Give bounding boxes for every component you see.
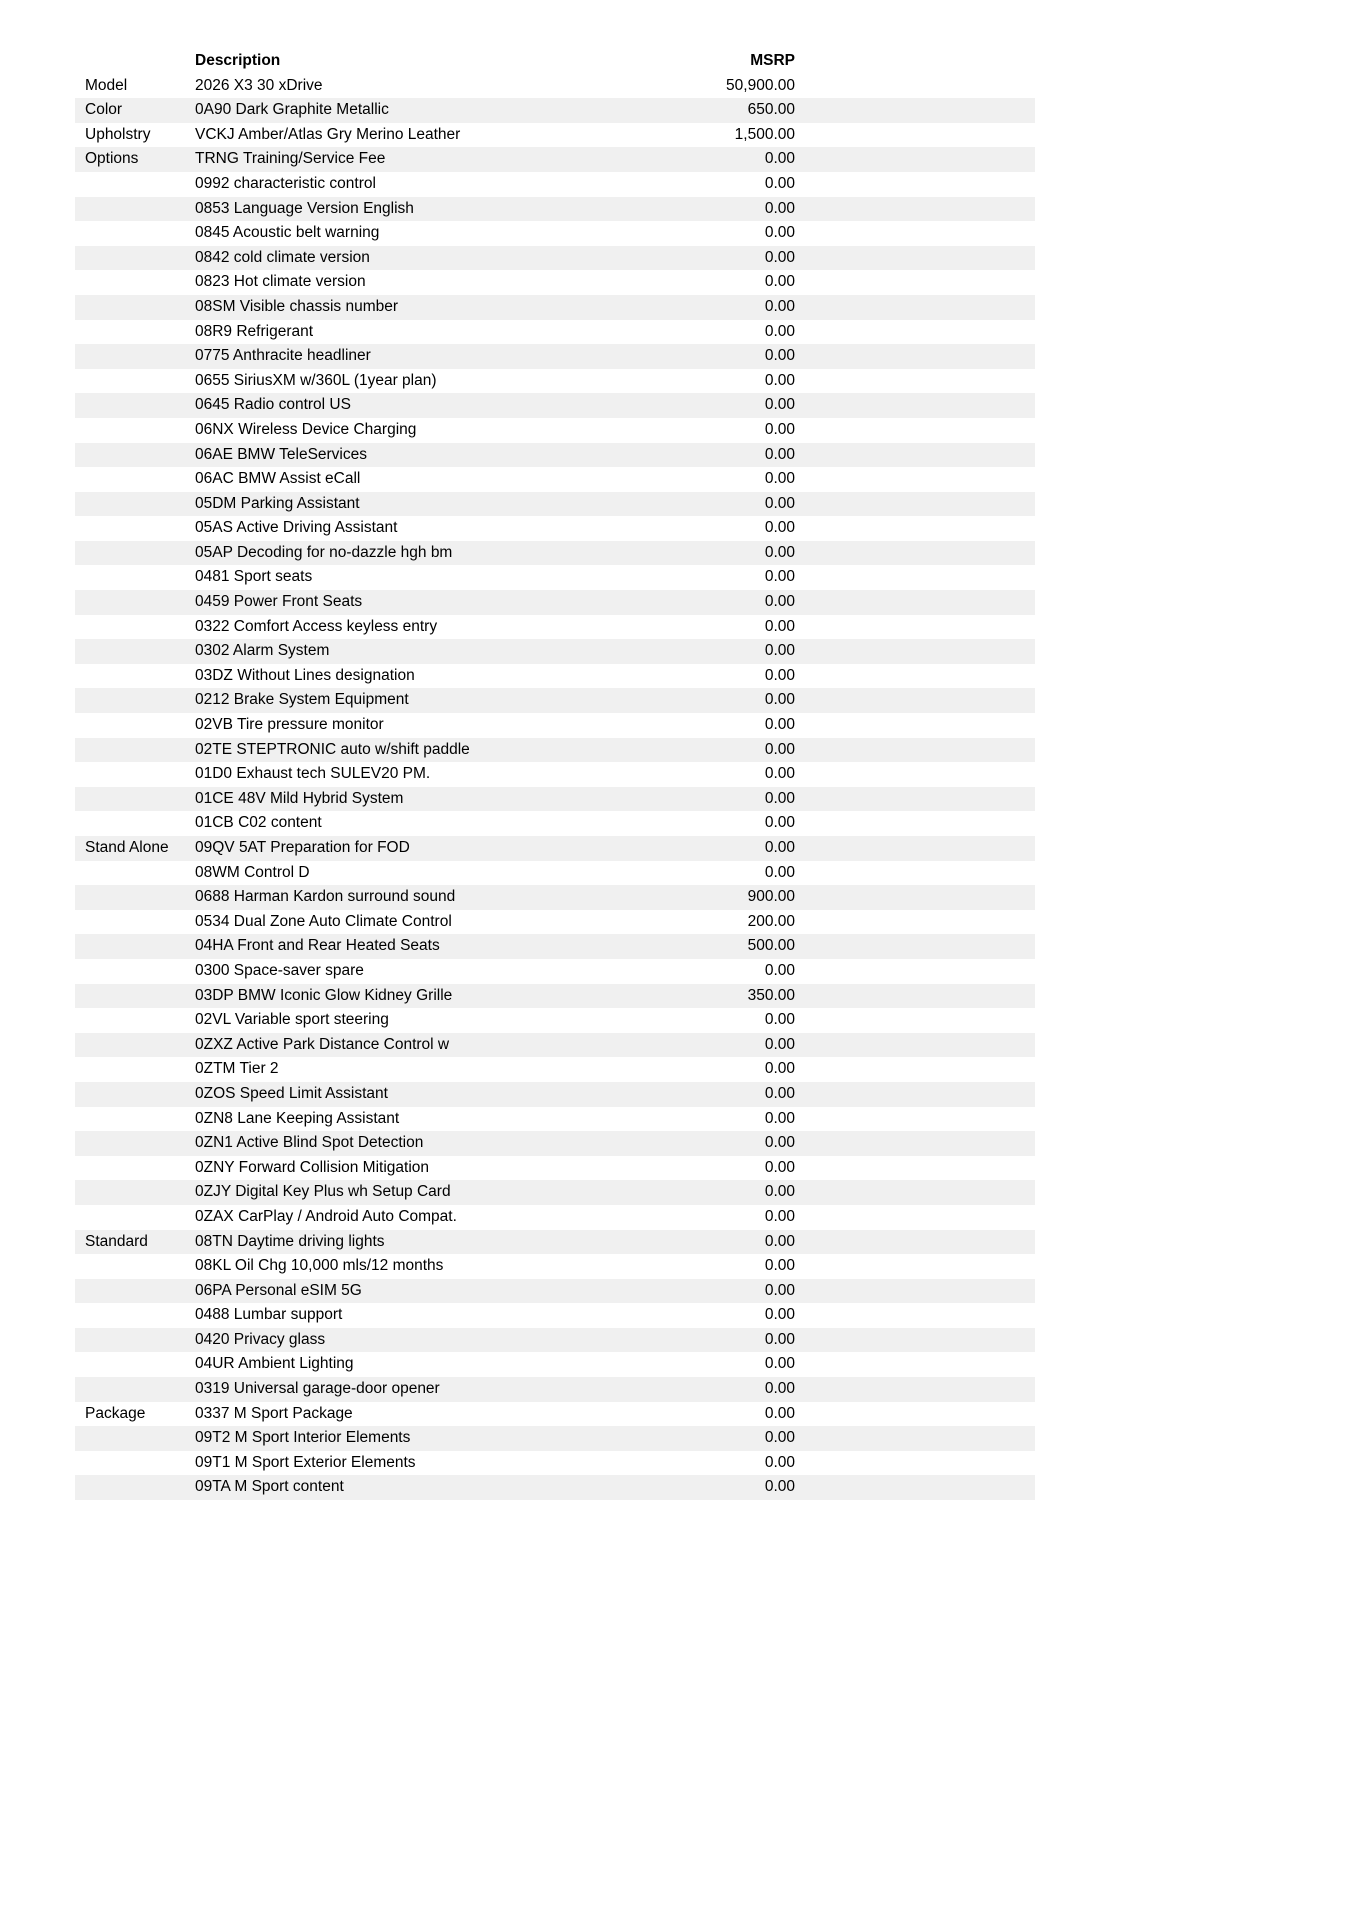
row-category xyxy=(75,1303,195,1328)
table-row xyxy=(75,688,1035,713)
row-description: 0655 SiriusXM w/360L (1year plan) xyxy=(195,371,437,389)
row-description: 0645 Radio control US xyxy=(195,393,600,418)
row-description: 0845 Acoustic belt warning xyxy=(195,224,380,242)
row-description: 0ZJY Digital Key Plus wh Setup Card xyxy=(195,1180,600,1205)
table-row xyxy=(75,516,1035,541)
row-category xyxy=(75,910,195,935)
row-msrp: 0.00 xyxy=(764,716,795,734)
row-description: 0842 cold climate version xyxy=(195,246,600,271)
row-filler xyxy=(795,688,1035,713)
row-filler xyxy=(795,1377,1035,1402)
row-category xyxy=(75,246,195,271)
table-row xyxy=(75,74,1035,99)
row-category xyxy=(75,516,195,541)
row-msrp: 0.00 xyxy=(764,765,795,783)
row-description: 0ZTM Tier 2 xyxy=(195,1060,279,1078)
row-category xyxy=(75,811,195,836)
row-filler xyxy=(795,443,1035,468)
row-description: 06AC BMW Assist eCall xyxy=(195,470,361,488)
row-description: 0688 Harman Kardon surround sound xyxy=(195,885,600,910)
table-row xyxy=(75,738,1035,763)
row-msrp: 0.00 xyxy=(764,470,795,488)
row-msrp: 0.00 xyxy=(764,420,795,438)
row-category: Package xyxy=(85,1404,146,1422)
row-filler xyxy=(795,738,1035,763)
row-filler xyxy=(795,172,1035,197)
row-msrp: 0.00 xyxy=(600,147,795,172)
row-category xyxy=(75,664,195,689)
row-description: 0319 Universal garage-door opener xyxy=(195,1377,600,1402)
table-row xyxy=(75,885,1035,910)
row-category xyxy=(75,639,195,664)
row-description: 02TE STEPTRONIC auto w/shift paddle xyxy=(195,738,600,763)
table-row xyxy=(75,295,1035,320)
table-row xyxy=(75,639,1035,664)
row-msrp: 0.00 xyxy=(600,492,795,517)
table-row xyxy=(75,98,1035,123)
row-filler xyxy=(795,836,1035,861)
row-filler xyxy=(795,516,1035,541)
row-filler xyxy=(795,1033,1035,1058)
row-filler xyxy=(795,320,1035,345)
msrp-header: MSRP xyxy=(750,52,795,69)
row-category xyxy=(75,1082,195,1107)
table-row xyxy=(75,984,1035,1009)
row-msrp: 0.00 xyxy=(600,1426,795,1451)
row-msrp: 0.00 xyxy=(600,1131,795,1156)
row-description: 08WM Control D xyxy=(195,863,310,881)
row-msrp: 0.00 xyxy=(600,1475,795,1500)
table-row xyxy=(75,172,1035,197)
table-row xyxy=(75,1205,1035,1230)
row-msrp: 0.00 xyxy=(764,1355,795,1373)
row-description: 09TA M Sport content xyxy=(195,1475,600,1500)
row-filler xyxy=(795,1279,1035,1304)
row-description: 0481 Sport seats xyxy=(195,568,313,586)
table-row xyxy=(75,147,1035,172)
row-filler xyxy=(795,1303,1035,1328)
row-description: 0775 Anthracite headliner xyxy=(195,344,600,369)
row-msrp: 50,900.00 xyxy=(726,76,795,94)
row-msrp: 0.00 xyxy=(764,322,795,340)
row-description: 0A90 Dark Graphite Metallic xyxy=(195,98,600,123)
table-row xyxy=(75,590,1035,615)
row-msrp: 0.00 xyxy=(600,787,795,812)
row-category: Standard xyxy=(75,1230,195,1255)
row-filler xyxy=(795,1426,1035,1451)
row-category: Stand Alone xyxy=(75,836,195,861)
row-description: 01CB C02 content xyxy=(195,814,322,832)
table-row xyxy=(75,467,1035,492)
row-filler xyxy=(795,369,1035,394)
row-msrp: 0.00 xyxy=(600,1230,795,1255)
row-category xyxy=(75,369,195,394)
row-description: 08SM Visible chassis number xyxy=(195,295,600,320)
row-filler xyxy=(795,762,1035,787)
row-category xyxy=(75,861,195,886)
row-filler xyxy=(795,541,1035,566)
row-description: 0322 Comfort Access keyless entry xyxy=(195,617,438,635)
row-category xyxy=(75,492,195,517)
row-filler xyxy=(795,787,1035,812)
row-msrp: 0.00 xyxy=(600,1033,795,1058)
row-msrp: 0.00 xyxy=(764,1257,795,1275)
row-msrp: 0.00 xyxy=(600,1279,795,1304)
row-msrp: 0.00 xyxy=(764,1109,795,1127)
table-row xyxy=(75,443,1035,468)
table-row xyxy=(75,1426,1035,1451)
row-category xyxy=(75,393,195,418)
row-category xyxy=(75,1131,195,1156)
table-row xyxy=(75,1107,1035,1132)
table-body xyxy=(75,74,1035,1500)
row-category xyxy=(75,1254,195,1279)
row-description: 0823 Hot climate version xyxy=(195,273,366,291)
row-filler xyxy=(795,639,1035,664)
row-description: 06AE BMW TeleServices xyxy=(195,443,600,468)
row-filler xyxy=(795,664,1035,689)
table-row xyxy=(75,664,1035,689)
row-category xyxy=(75,590,195,615)
row-msrp: 0.00 xyxy=(600,1377,795,1402)
row-msrp: 0.00 xyxy=(600,688,795,713)
row-category xyxy=(75,762,195,787)
row-msrp: 0.00 xyxy=(764,863,795,881)
table-row xyxy=(75,861,1035,886)
row-description: 0ZOS Speed Limit Assistant xyxy=(195,1082,600,1107)
table-row xyxy=(75,1230,1035,1255)
row-filler xyxy=(795,1352,1035,1377)
row-msrp: 0.00 xyxy=(600,1180,795,1205)
row-filler xyxy=(795,934,1035,959)
category-header xyxy=(75,49,195,74)
row-filler xyxy=(795,147,1035,172)
table-row xyxy=(75,959,1035,984)
table-row xyxy=(75,1008,1035,1033)
row-filler xyxy=(795,811,1035,836)
table-row xyxy=(75,1279,1035,1304)
row-description: 02VB Tire pressure monitor xyxy=(195,716,384,734)
row-filler xyxy=(795,418,1035,443)
row-msrp: 0.00 xyxy=(600,1328,795,1353)
row-msrp: 0.00 xyxy=(764,961,795,979)
row-msrp: 0.00 xyxy=(764,1207,795,1225)
row-description: 02VL Variable sport steering xyxy=(195,1011,389,1029)
row-msrp: 0.00 xyxy=(600,541,795,566)
row-description: 08TN Daytime driving lights xyxy=(195,1230,600,1255)
row-msrp: 1,500.00 xyxy=(734,125,795,143)
row-filler xyxy=(795,1402,1035,1427)
table-row xyxy=(75,1475,1035,1500)
row-description: 0212 Brake System Equipment xyxy=(195,688,600,713)
table-row xyxy=(75,762,1035,787)
row-description: 05DM Parking Assistant xyxy=(195,492,600,517)
row-msrp: 0.00 xyxy=(764,1453,795,1471)
options-table xyxy=(75,49,1035,1500)
table-row xyxy=(75,197,1035,222)
row-category xyxy=(75,172,195,197)
table-row xyxy=(75,811,1035,836)
row-msrp: 0.00 xyxy=(764,519,795,537)
row-description: 09T1 M Sport Exterior Elements xyxy=(195,1453,416,1471)
row-filler xyxy=(795,1205,1035,1230)
row-msrp: 500.00 xyxy=(600,934,795,959)
row-category xyxy=(75,1475,195,1500)
row-description: 04UR Ambient Lighting xyxy=(195,1355,354,1373)
row-filler xyxy=(795,1107,1035,1132)
row-msrp: 0.00 xyxy=(764,224,795,242)
table-row xyxy=(75,713,1035,738)
row-msrp: 0.00 xyxy=(600,590,795,615)
row-filler xyxy=(795,590,1035,615)
row-description: 0ZN8 Lane Keeping Assistant xyxy=(195,1109,400,1127)
table-row xyxy=(75,1131,1035,1156)
row-filler xyxy=(795,1254,1035,1279)
table-row xyxy=(75,1180,1035,1205)
row-category xyxy=(75,885,195,910)
description-header: Description xyxy=(195,52,281,69)
row-filler xyxy=(795,861,1035,886)
row-category xyxy=(75,1451,195,1476)
row-msrp: 0.00 xyxy=(600,344,795,369)
row-msrp: 650.00 xyxy=(600,98,795,123)
row-category xyxy=(75,1352,195,1377)
row-category: Options xyxy=(75,147,195,172)
row-description: 0853 Language Version English xyxy=(195,197,600,222)
row-msrp: 0.00 xyxy=(600,393,795,418)
row-msrp: 0.00 xyxy=(600,295,795,320)
row-description: 08R9 Refrigerant xyxy=(195,322,314,340)
row-msrp: 0.00 xyxy=(764,1158,795,1176)
filler-header xyxy=(795,49,1035,74)
row-msrp: 0.00 xyxy=(600,738,795,763)
table-row xyxy=(75,787,1035,812)
row-msrp: 0.00 xyxy=(764,814,795,832)
row-category xyxy=(75,221,195,246)
row-category xyxy=(75,984,195,1009)
row-msrp: 0.00 xyxy=(764,174,795,192)
row-msrp: 0.00 xyxy=(764,273,795,291)
table-row xyxy=(75,1156,1035,1181)
row-filler xyxy=(795,1008,1035,1033)
row-category xyxy=(75,934,195,959)
row-category xyxy=(75,270,195,295)
row-description: 06PA Personal eSIM 5G xyxy=(195,1279,600,1304)
table-row xyxy=(75,123,1035,148)
row-description: 0488 Lumbar support xyxy=(195,1306,343,1324)
row-filler xyxy=(795,885,1035,910)
row-category xyxy=(75,565,195,590)
header-row xyxy=(75,49,1035,74)
row-category xyxy=(75,1033,195,1058)
row-filler xyxy=(795,910,1035,935)
table-row xyxy=(75,541,1035,566)
row-filler xyxy=(795,1156,1035,1181)
table-row xyxy=(75,1328,1035,1353)
row-msrp: 200.00 xyxy=(747,912,795,930)
row-description: 0420 Privacy glass xyxy=(195,1328,600,1353)
table-row xyxy=(75,1377,1035,1402)
row-description: 0ZN1 Active Blind Spot Detection xyxy=(195,1131,600,1156)
row-msrp: 350.00 xyxy=(600,984,795,1009)
row-description: 0337 M Sport Package xyxy=(195,1404,353,1422)
row-description: 03DP BMW Iconic Glow Kidney Grille xyxy=(195,984,600,1009)
row-filler xyxy=(795,713,1035,738)
table-row xyxy=(75,1402,1035,1427)
row-category xyxy=(75,418,195,443)
row-filler xyxy=(795,74,1035,99)
table-row xyxy=(75,910,1035,935)
row-category: Upholstry xyxy=(85,125,151,143)
table-row xyxy=(75,1254,1035,1279)
row-description: 01D0 Exhaust tech SULEV20 PM. xyxy=(195,765,431,783)
row-category xyxy=(75,320,195,345)
row-description: 06NX Wireless Device Charging xyxy=(195,420,417,438)
row-filler xyxy=(795,615,1035,640)
row-msrp: 0.00 xyxy=(600,197,795,222)
row-msrp: 0.00 xyxy=(764,371,795,389)
table-row xyxy=(75,1082,1035,1107)
row-description: 0534 Dual Zone Auto Climate Control xyxy=(195,912,452,930)
row-msrp: 0.00 xyxy=(764,1306,795,1324)
row-category xyxy=(75,1156,195,1181)
row-msrp: 0.00 xyxy=(600,836,795,861)
row-filler xyxy=(795,295,1035,320)
row-filler xyxy=(795,1131,1035,1156)
row-filler xyxy=(795,492,1035,517)
table-row xyxy=(75,246,1035,271)
row-msrp: 0.00 xyxy=(764,1011,795,1029)
row-description: 0992 characteristic control xyxy=(195,174,376,192)
table-row xyxy=(75,344,1035,369)
row-category xyxy=(75,1107,195,1132)
row-msrp: 0.00 xyxy=(764,1060,795,1078)
table-row xyxy=(75,1033,1035,1058)
row-category xyxy=(75,1180,195,1205)
row-description: 0ZNY Forward Collision Mitigation xyxy=(195,1158,430,1176)
row-category xyxy=(75,787,195,812)
row-description: 05AS Active Driving Assistant xyxy=(195,519,398,537)
row-filler xyxy=(795,393,1035,418)
row-msrp: 0.00 xyxy=(764,568,795,586)
row-msrp: 0.00 xyxy=(600,639,795,664)
table-row xyxy=(75,1303,1035,1328)
row-filler xyxy=(795,1328,1035,1353)
row-description: 09T2 M Sport Interior Elements xyxy=(195,1426,600,1451)
table-row xyxy=(75,1057,1035,1082)
row-filler xyxy=(795,98,1035,123)
row-filler xyxy=(795,246,1035,271)
table-row xyxy=(75,836,1035,861)
row-filler xyxy=(795,565,1035,590)
row-filler xyxy=(795,1057,1035,1082)
row-category xyxy=(75,295,195,320)
row-category xyxy=(75,1279,195,1304)
row-category xyxy=(75,688,195,713)
row-description: 0ZAX CarPlay / Android Auto Compat. xyxy=(195,1207,457,1225)
row-description: 08KL Oil Chg 10,000 mls/12 months xyxy=(195,1257,444,1275)
row-filler xyxy=(795,1180,1035,1205)
table-row xyxy=(75,1352,1035,1377)
table-row xyxy=(75,320,1035,345)
table-row xyxy=(75,221,1035,246)
row-description: 0300 Space-saver spare xyxy=(195,961,364,979)
table-row xyxy=(75,270,1035,295)
row-category xyxy=(75,443,195,468)
row-category xyxy=(75,959,195,984)
table-row xyxy=(75,418,1035,443)
row-description: 09QV 5AT Preparation for FOD xyxy=(195,836,600,861)
row-msrp: 0.00 xyxy=(600,443,795,468)
row-category xyxy=(75,1008,195,1033)
table-row xyxy=(75,369,1035,394)
row-msrp: 0.00 xyxy=(764,1404,795,1422)
row-filler xyxy=(795,270,1035,295)
row-filler xyxy=(795,1082,1035,1107)
row-category xyxy=(75,1057,195,1082)
row-category xyxy=(75,467,195,492)
row-filler xyxy=(795,344,1035,369)
row-filler xyxy=(795,1451,1035,1476)
row-description: 0302 Alarm System xyxy=(195,639,600,664)
row-filler xyxy=(795,1230,1035,1255)
row-description: 03DZ Without Lines designation xyxy=(195,666,415,684)
row-description: 05AP Decoding for no-dazzle hgh bm xyxy=(195,541,600,566)
row-category: Model xyxy=(85,76,128,94)
row-category xyxy=(75,1328,195,1353)
table-row xyxy=(75,565,1035,590)
row-filler xyxy=(795,1475,1035,1500)
row-msrp: 0.00 xyxy=(600,1082,795,1107)
vehicle-option-sheet xyxy=(75,49,1035,1500)
row-category xyxy=(75,1205,195,1230)
row-category xyxy=(75,197,195,222)
table-row xyxy=(75,615,1035,640)
row-category: Color xyxy=(75,98,195,123)
row-category xyxy=(75,713,195,738)
row-category xyxy=(75,738,195,763)
row-filler xyxy=(795,221,1035,246)
table-row xyxy=(75,1451,1035,1476)
table-row xyxy=(75,492,1035,517)
row-filler xyxy=(795,197,1035,222)
row-description: 04HA Front and Rear Heated Seats xyxy=(195,934,600,959)
row-category xyxy=(75,615,195,640)
row-msrp: 900.00 xyxy=(600,885,795,910)
row-category xyxy=(75,344,195,369)
row-description: TRNG Training/Service Fee xyxy=(195,147,600,172)
row-category xyxy=(75,1426,195,1451)
row-description: 0ZXZ Active Park Distance Control w xyxy=(195,1033,600,1058)
table-row xyxy=(75,934,1035,959)
table-row xyxy=(75,393,1035,418)
row-filler xyxy=(795,959,1035,984)
row-description: 0459 Power Front Seats xyxy=(195,590,600,615)
row-description: VCKJ Amber/Atlas Gry Merino Leather xyxy=(195,125,461,143)
row-category xyxy=(75,1377,195,1402)
row-category xyxy=(75,541,195,566)
row-filler xyxy=(795,467,1035,492)
row-msrp: 0.00 xyxy=(600,246,795,271)
row-description: 2026 X3 30 xDrive xyxy=(195,76,323,94)
row-msrp: 0.00 xyxy=(764,666,795,684)
row-msrp: 0.00 xyxy=(764,617,795,635)
row-filler xyxy=(795,123,1035,148)
row-filler xyxy=(795,984,1035,1009)
row-description: 01CE 48V Mild Hybrid System xyxy=(195,787,600,812)
